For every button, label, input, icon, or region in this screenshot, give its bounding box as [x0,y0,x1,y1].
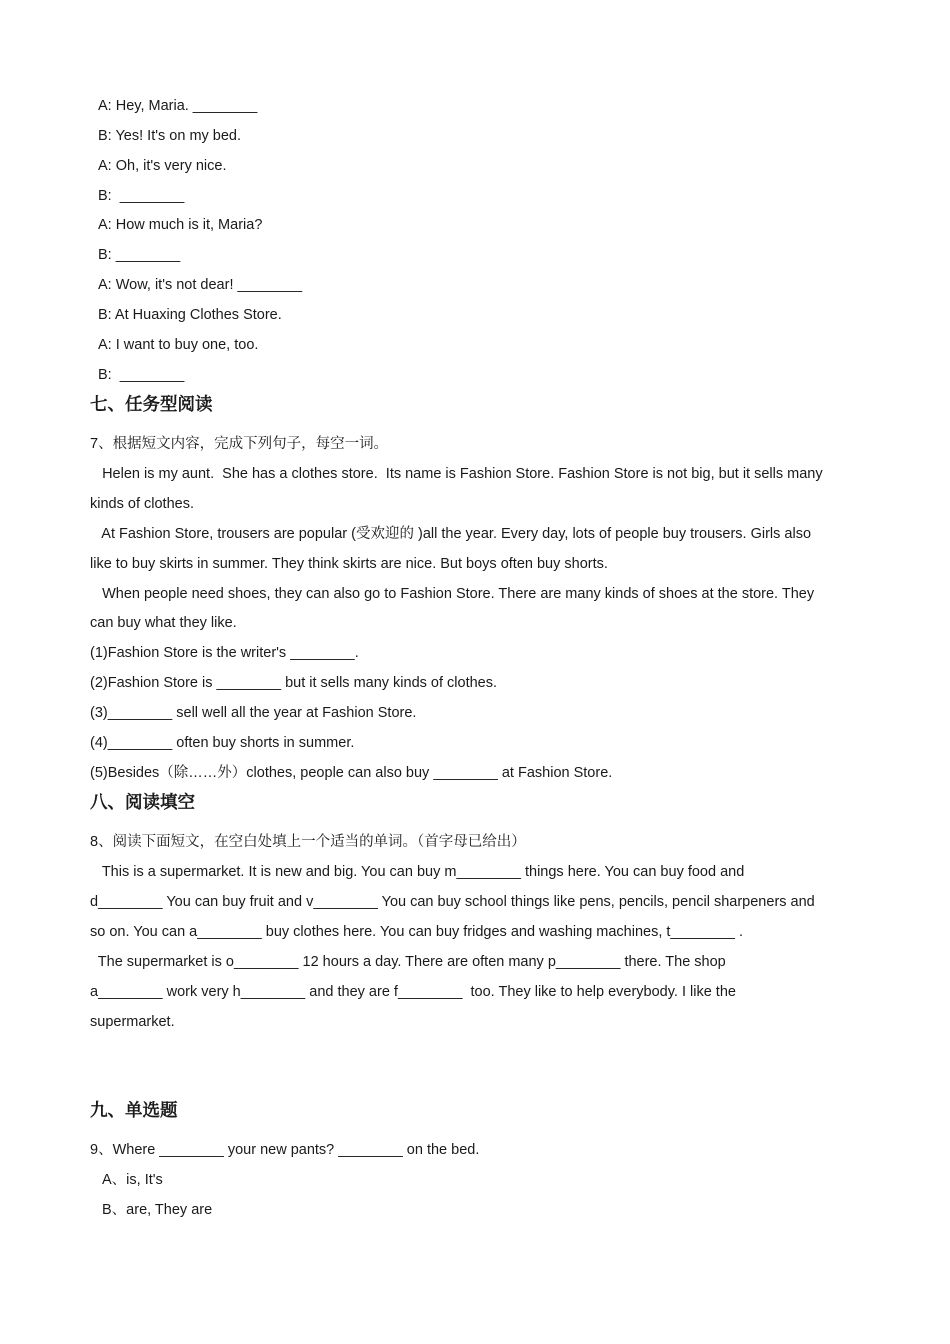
section8-passage-line: The supermarket is o________ 12 hours a day. There are often many p________ there. The shop [90,954,726,970]
dialogue-line: B: ________ [98,247,181,263]
section7-question: (1)Fashion Store is the writer's ________. [90,645,359,661]
section7-question: (4)________ often buy shorts in summer. [90,735,355,751]
section7-passage-line: can buy what they like. [90,615,237,631]
section7-question: (2)Fashion Store is ________ but it sells many kinds of clothes. [90,675,498,691]
section8-instruction: 8、阅读下面短文，在空白处填上一个适当的单词。（首字母已给出） [90,834,526,850]
section9-question: 9、Where ________ your new pants? ________ on the bed. [90,1142,480,1158]
section8-passage-line: a________ work very h________ and they are f________ too. They like to help everybody. I like the [90,984,736,1000]
section7-question: (3)________ sell well all the year at Fashion Store. [90,705,417,721]
section8-heading: 八、阅读填空 [90,793,195,813]
dialogue-line: B: ________ [98,367,185,383]
dialogue-line: A: I want to buy one, too. [98,337,259,353]
section7-instruction: 7、根据短文内容，完成下列句子，每空一词。 [90,436,389,452]
section8-passage-line: so on. You can a________ buy clothes here. You can buy fridges and washing machines, t________ . [90,924,743,940]
dialogue-line: B: At Huaxing Clothes Store. [98,307,282,323]
section7-passage-line: At Fashion Store, trousers are popular (受欢迎的 )all the year. Every day, lots of people buy trousers. Girls also [90,526,812,542]
section9-option-b: B、are, They are [102,1202,213,1218]
section7-passage-line: kinds of clothes. [90,496,194,512]
section9-option-a: A、is, It's [102,1172,163,1188]
dialogue-line: A: Hey, Maria. ________ [98,98,258,114]
section7-passage-line: When people need shoes, they can also go to Fashion Store. There are many kinds of shoes at the store. They [90,586,815,602]
section7-heading: 七、任务型阅读 [90,395,213,415]
section7-passage-line: like to buy skirts in summer. They think skirts are nice. But boys often buy shorts. [90,556,608,572]
dialogue-line: A: Oh, it's very nice. [98,158,227,174]
dialogue-line: A: How much is it, Maria? [98,217,263,233]
section8-passage-line: supermarket. [90,1014,175,1030]
section8-passage-line: d________ You can buy fruit and v________ You can buy school things like pens, pencils, pencil sharpeners and [90,894,815,910]
section7-passage-line: Helen is my aunt. She has a clothes store. Its name is Fashion Store. Fashion Store is not big, but it sells many [90,466,823,482]
dialogue-line: B: ________ [98,188,185,204]
dialogue-line: A: Wow, it's not dear! ________ [98,277,303,293]
section9-heading: 九、单选题 [90,1101,178,1121]
section8-passage-line: This is a supermarket. It is new and big. You can buy m________ things here. You can buy food and [90,864,745,880]
section7-question: (5)Besides（除……外）clothes, people can also buy ________ at Fashion Store. [90,765,613,781]
dialogue-line: B: Yes! It's on my bed. [98,128,242,144]
